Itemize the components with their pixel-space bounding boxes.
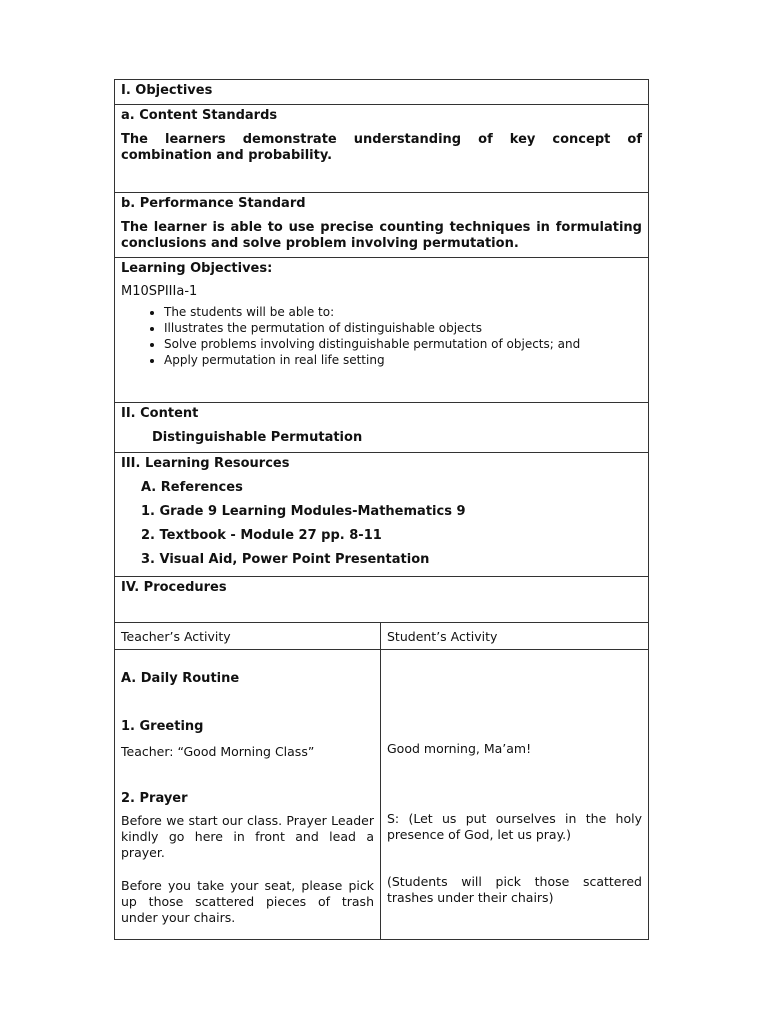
lesson-plan-table: [114, 79, 649, 940]
list-item: • Solve problems involving distinguishable permutation of objects; and: [164, 336, 642, 352]
learning-objectives-code: M10SPIIIa-1: [121, 284, 198, 299]
list-item: • Apply permutation in real life setting: [164, 352, 642, 368]
prayer-label: 2. Prayer: [121, 791, 188, 806]
student-activity-cell: [381, 650, 648, 939]
greeting-teacher-text: Teacher: “Good Morning Class”: [121, 744, 315, 759]
performance-standard-label: b. Performance Standard: [121, 196, 306, 211]
procedures-row: [115, 577, 648, 623]
resource-item: 2. Textbook - Module 27 pp. 8-11: [141, 528, 382, 543]
content-standards-row: [115, 105, 648, 193]
teacher-activity-cell: [115, 650, 381, 939]
content-row: [115, 403, 648, 453]
content-standards-label: a. Content Standards: [121, 108, 278, 123]
prayer-student-text: S: (Let us put ourselves in the holy presence of God, let us pray.): [387, 811, 642, 842]
resource-item: 3. Visual Aid, Power Point Presentation: [141, 552, 430, 567]
activity-header-row: [115, 623, 648, 650]
learning-objectives-list: [121, 304, 642, 368]
content-topic: Distinguishable Permutation: [152, 430, 363, 445]
performance-standard-row: [115, 193, 648, 258]
performance-standard-text: The learner is able to use precise counting techniques in formulating conclusions and solve problem involving permutation.: [121, 220, 642, 251]
list-item: • Illustrates the permutation of distinguishable objects: [164, 320, 642, 336]
resource-item: 1. Grade 9 Learning Modules-Mathematics 9: [141, 504, 466, 519]
references-label: A. References: [141, 480, 243, 495]
activity-body-row: [115, 650, 648, 939]
list-item: • The students will be able to:: [164, 304, 642, 320]
content-heading: II. Content: [121, 406, 199, 421]
resources-row: [115, 453, 648, 577]
resources-heading: III. Learning Resources: [121, 456, 290, 471]
procedures-heading: IV. Procedures: [121, 580, 227, 595]
prayer-teacher-text: Before we start our class. Prayer Leader kindly go here in front and lead a prayer.: [121, 813, 374, 860]
daily-routine-label: A. Daily Routine: [121, 671, 240, 686]
objectives-heading-row: [115, 80, 648, 105]
learning-objectives-row: [115, 258, 648, 403]
objectives-heading: I. Objectives: [121, 83, 213, 98]
teacher-activity-header: Teacher’s Activity: [121, 629, 231, 644]
trash-student-text: (Students will pick those scattered trashes under their chairs): [387, 874, 642, 905]
content-standards-text: The learners demonstrate understanding of key concept of combination and probability.: [121, 132, 642, 163]
greeting-label: 1. Greeting: [121, 719, 204, 734]
student-activity-header-cell: [381, 623, 648, 649]
learning-objectives-label: Learning Objectives:: [121, 261, 273, 276]
teacher-activity-header-cell: [115, 623, 381, 649]
student-activity-header: Student’s Activity: [387, 629, 498, 644]
greeting-student-text: Good morning, Ma’am!: [387, 741, 532, 756]
trash-teacher-text: Before you take your seat, please pick up those scattered pieces of trash under your chairs.: [121, 878, 374, 925]
